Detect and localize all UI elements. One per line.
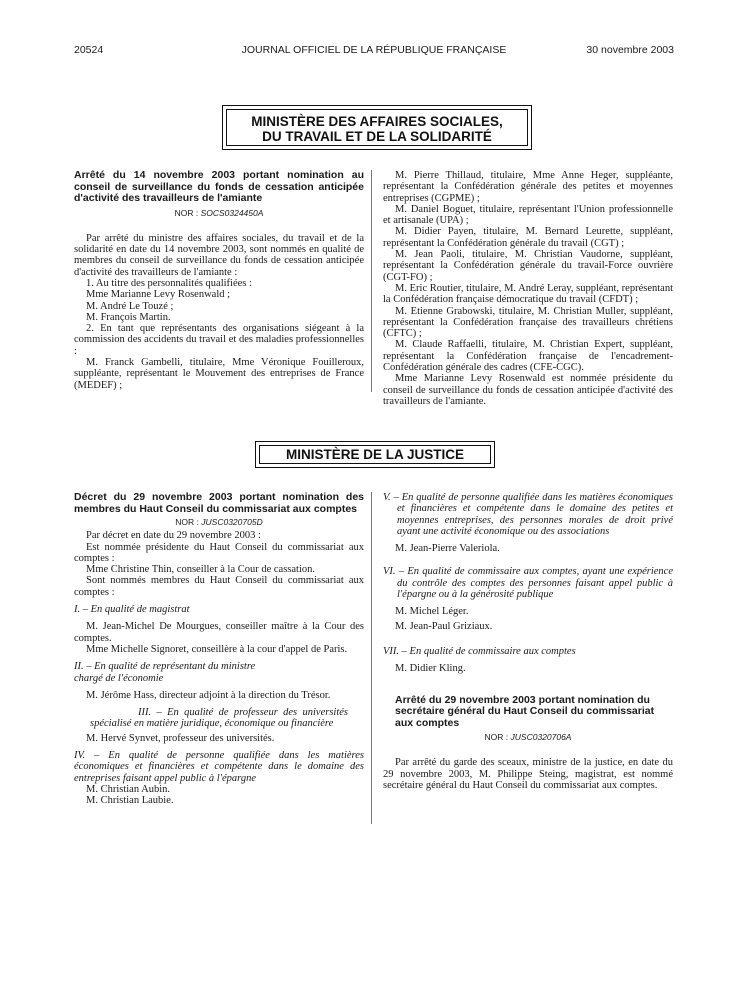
nor-line bbox=[383, 732, 673, 743]
ministry-affaires-sociales-heading bbox=[222, 105, 532, 150]
nor-label: NOR : bbox=[175, 517, 199, 527]
paragraph: M. Hervé Synvet, professeur des universités. bbox=[86, 732, 275, 744]
paragraph: M. Etienne Grabowski, titulaire, M. Christian Muller, suppléant, représentant la Confédération française des travailleurs chrétiens (CFTC) ; bbox=[383, 305, 673, 340]
paragraph: M. Didier Kling. bbox=[395, 663, 466, 675]
paragraph: Mme Christine Thin, conseiller à la Cour de cassation. bbox=[86, 564, 316, 576]
paragraph: M. François Martin. bbox=[86, 311, 171, 323]
paragraph: Mme Michelle Signoret, conseillère à la cour d'appel de Paris. bbox=[86, 643, 348, 655]
page-number: 20524 bbox=[74, 44, 104, 56]
paragraph: Est nommée présidente du Haut Conseil du commissariat aux comptes : bbox=[74, 541, 364, 564]
paragraph: Sont nommés membres du Haut Conseil du commissariat aux comptes : bbox=[74, 575, 364, 598]
paragraph: M. Eric Routier, titulaire, M. André Leray, suppléant, représentant la Confédération française démocratique du travail (CFDT) ; bbox=[383, 282, 673, 306]
paragraph: M. André Le Touzé ; bbox=[86, 300, 174, 312]
paragraph: M. Christian Laubie. bbox=[86, 795, 174, 807]
section-heading: IV. – En qualité de personne qualifiée dans les matières économiques et financières et compétente dans le domaine des entreprises faisant appel public à l'épargne bbox=[74, 750, 364, 784]
paragraph: Mme Marianne Levy Rosenwald ; bbox=[86, 289, 231, 301]
paragraph: M. Franck Gambelli, titulaire, Mme Véronique Fouilleroux, suppléante, représentant le Mouvement des entreprises de France (MEDEF) ; bbox=[74, 357, 364, 391]
ministry-justice-heading bbox=[255, 441, 495, 468]
ministry-justice-label: MINISTÈRE DE LA JUSTICE bbox=[285, 447, 465, 462]
paragraph: M. Michel Léger. bbox=[395, 606, 469, 618]
paragraph: M. Claude Raffaelli, titulaire, M. Christian Expert, suppléant, représentant la Confédération française de l'encadrement-Confédération générale des cadres (CFE-CGC). bbox=[383, 339, 673, 374]
paragraph: Mme Marianne Levy Rosenwald est nommée présidente du conseil de surveillance du fonds de cessation anticipée d'activité des travailleurs de l'amiante. bbox=[383, 373, 673, 407]
paragraph: M. Jean-Paul Griziaux. bbox=[395, 620, 493, 632]
section-heading: V. – En qualité de personne qualifiée dans les matières économiques et financières et compétente dans le domaine des petites et moyennes entreprises, des personnes morales de droit privé ayant une activité économique ou des associations bbox=[383, 492, 673, 537]
decret-left-column bbox=[74, 492, 364, 807]
paragraph: 2. En tant que représentants des organisations siégeant à la commission des accidents du travail et des maladies professionnelles : bbox=[74, 323, 364, 357]
nor-label: NOR : bbox=[484, 732, 509, 743]
decret-title: Décret du 29 novembre 2003 portant nomination des membres du Haut Conseil du commissariat aux comptes bbox=[74, 491, 364, 515]
section-heading: VII. – En qualité de commissaire aux comptes bbox=[383, 645, 576, 657]
decret-right-column bbox=[383, 492, 673, 791]
section-heading: chargé de l'économie bbox=[74, 672, 164, 684]
nor-code: JUSC0320706A bbox=[510, 732, 572, 743]
arrete-secretaire-title: Arrêté du 29 novembre 2003 portant nomination du secrétaire général du Haut Conseil du commissariat aux comptes bbox=[395, 693, 655, 729]
nor-line bbox=[74, 517, 364, 528]
journal-title: JOURNAL OFFICIEL DE LA RÉPUBLIQUE FRANÇAISE bbox=[241, 44, 507, 56]
column-divider bbox=[371, 170, 372, 392]
ministry-line-1: MINISTÈRE DES AFFAIRES SOCIALES, bbox=[251, 114, 503, 129]
paragraph: M. Christian Aubin. bbox=[86, 783, 171, 795]
paragraph: M. Didier Payen, titulaire, M. Bernard Leurette, suppléant, représentant la Confédération générale du travail (CGT) ; bbox=[383, 226, 673, 249]
issue-date: 30 novembre 2003 bbox=[586, 44, 674, 56]
section-heading: II. – En qualité de représentant du ministre bbox=[74, 661, 256, 673]
paragraph: M. Jean-Michel De Mourgues, conseiller maître à la Cour des comptes. bbox=[74, 621, 364, 644]
section-heading: III. – En qualité de professeur des universités spécialisé en matière juridique, économique ou financière bbox=[90, 707, 348, 730]
arrete-amiante-title: Arrêté du 14 novembre 2003 portant nomination au conseil de surveillance du fonds de cessation anticipée d'activité des travailleurs de l'amiante bbox=[74, 169, 364, 204]
nor-code: SOCS0324450A bbox=[200, 207, 264, 218]
section-heading: VI. – En qualité de commissaire aux comptes, ayant une expérience du contrôle des comptes des personnes faisant appel public à l'épargne ou à la générosité publique bbox=[383, 566, 673, 601]
section-heading: I. – En qualité de magistrat bbox=[74, 604, 190, 616]
column-divider bbox=[371, 492, 372, 824]
paragraph: M. Jean-Pierre Valeriola. bbox=[395, 543, 500, 555]
nor-line bbox=[74, 208, 364, 219]
paragraph: M. Daniel Boguet, titulaire, représentant l'Union professionnelle et artisanale (UPA) ; bbox=[383, 203, 673, 227]
paragraph: Par arrêté du garde des sceaux, ministre de la justice, en date du 29 novembre 2003, M. Philippe Steing, magistrat, est nommé secrétaire général du Haut Conseil du commissariat aux comptes. bbox=[383, 757, 673, 791]
paragraph: M. Pierre Thillaud, titulaire, Mme Anne Heger, suppléante, représentant la Confédération générale des petites et moyennes entreprises (CGPME) ; bbox=[383, 170, 673, 204]
nor-label: NOR : bbox=[174, 207, 199, 218]
paragraph: Par décret en date du 29 novembre 2003 : bbox=[86, 530, 261, 542]
paragraph: M. Jean Paoli, titulaire, M. Christian Vaudorne, suppléant, représentant la Confédération générale du travail-Force ouvrière (CGT-FO) ; bbox=[383, 249, 673, 283]
ministry-line-2: DU TRAVAIL ET DE LA SOLIDARITÉ bbox=[262, 129, 492, 144]
arrete-amiante-left-column bbox=[74, 170, 364, 391]
arrete-amiante-right-column bbox=[383, 170, 673, 407]
paragraph: 1. Au titre des personnalités qualifiées : bbox=[86, 277, 252, 289]
paragraph: Par arrêté du ministre des affaires sociales, du travail et de la solidarité en date du 14 novembre 2003, sont nommés en qualité de membres du conseil de surveillance du fonds de cessation anticipée d'activité des travailleurs de l'amiante : bbox=[74, 232, 364, 278]
nor-code: JUSC0320705D bbox=[201, 517, 263, 527]
paragraph: M. Jérôme Hass, directeur adjoint à la direction du Trésor. bbox=[86, 689, 331, 701]
